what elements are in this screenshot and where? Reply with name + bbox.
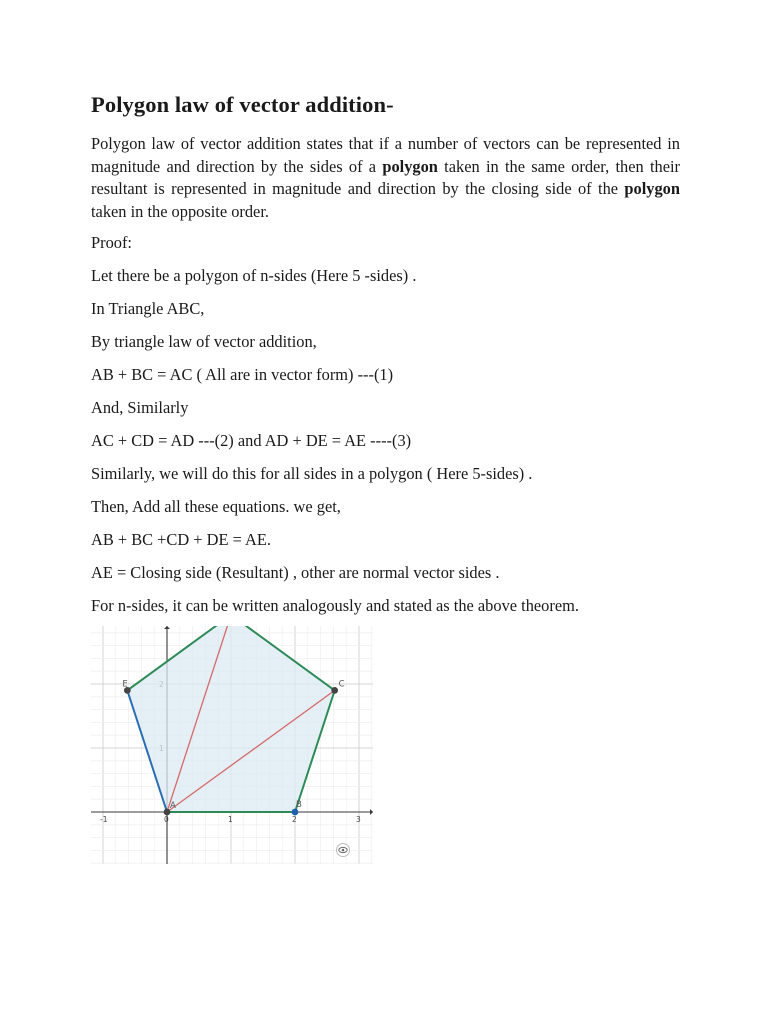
proof-line-10: AE = Closing side (Resultant) , other are normal vector sides . bbox=[91, 563, 500, 582]
polygon-graph bbox=[91, 626, 373, 864]
vertex-e-label: E bbox=[122, 679, 128, 690]
vertex-c-label: C bbox=[338, 679, 345, 690]
vertex-b-label: B bbox=[296, 800, 302, 810]
proof-line-2: In Triangle ABC, bbox=[91, 299, 205, 318]
proof-heading: Proof: bbox=[91, 233, 132, 252]
x-tick-label: 0 bbox=[164, 815, 169, 824]
proof-line-11: For n-sides, it can be written analogously and stated as the above theorem. bbox=[91, 596, 579, 615]
intro-bold-polygon-2: polygon bbox=[624, 179, 680, 199]
section-title: Polygon law of vector addition- bbox=[91, 92, 394, 117]
y-axis-arrow-icon bbox=[164, 626, 170, 629]
x-tick-label: 3 bbox=[356, 815, 361, 824]
proof-line-7: Similarly, we will do this for all sides in a polygon ( Here 5-sides) . bbox=[91, 464, 533, 483]
x-tick-label: -1 bbox=[100, 815, 108, 824]
eye-icon[interactable] bbox=[337, 844, 350, 857]
proof-line-8: Then, Add all these equations. we get, bbox=[91, 497, 341, 516]
proof-line-5: And, Similarly bbox=[91, 398, 189, 417]
intro-text-3: taken in the opposite order. bbox=[91, 201, 269, 221]
equation-sum: AB + BC +CD + DE = AE. bbox=[91, 530, 271, 549]
intro-bold-polygon-1: polygon bbox=[382, 156, 438, 176]
intro-paragraph bbox=[91, 133, 680, 223]
intro-text-1: Polygon law of vector addition states that if a number of vectors can be represented in magnitude and direction by the sides of a bbox=[91, 134, 680, 176]
x-tick-label: 2 bbox=[292, 815, 297, 824]
vertex-c-point bbox=[331, 687, 338, 694]
vertex-a-label: A bbox=[170, 801, 176, 811]
proof-line-3: By triangle law of vector addition, bbox=[91, 332, 317, 351]
proof-line-1: Let there be a polygon of n-sides (Here 5 -sides) . bbox=[91, 266, 417, 285]
intro-text-2: taken in the same order, then their resultant is represented in magnitude and direction by the closing side of the bbox=[91, 156, 680, 199]
equation-1: AB + BC = AC ( All are in vector form) ---(1) bbox=[91, 365, 394, 384]
polygon-figure bbox=[91, 626, 373, 864]
x-tick-label: 1 bbox=[228, 815, 233, 824]
equation-2-3: AC + CD = AD ---(2) and AD + DE = AE ----(3) bbox=[91, 431, 412, 450]
